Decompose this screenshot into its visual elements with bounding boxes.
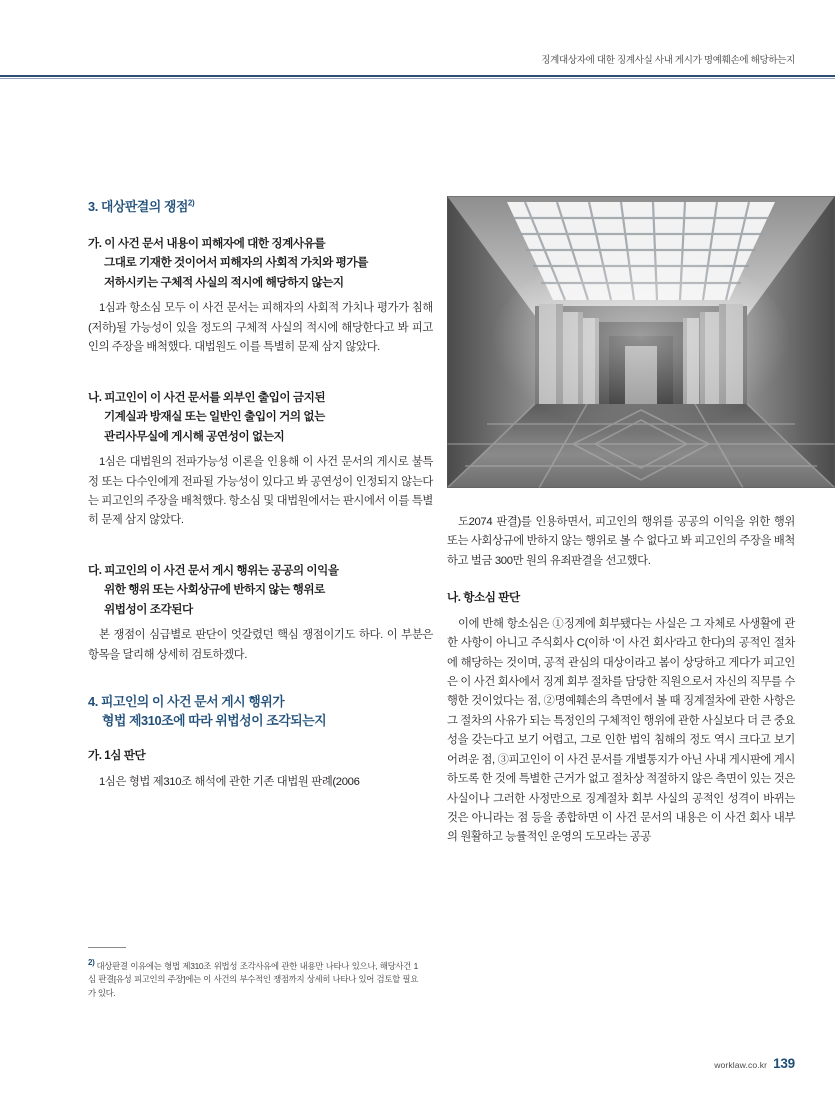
subsection-3b-line1: 나. 피고인이 이 사건 문서를 외부인 출입이 금지된 [88, 390, 326, 404]
spacer [88, 679, 433, 692]
section-3-heading [88, 196, 433, 218]
lobby-photo [447, 196, 835, 488]
subsection-3c-heading [88, 561, 433, 619]
footnote-text: 대상판결 이유에는 형법 제310조 위법성 조각사유에 관한 내용만 나타나 있으나, 해당사건 1심 판결[유성 피고인의 주장]에는 이 사건의 부수적인 쟁점까지 상세히 나타나 있어 검토할 필요가 있다. [88, 960, 418, 999]
footnote-separator [88, 947, 126, 948]
section-3-title: 3. 대상판결의 쟁점 [88, 199, 188, 214]
header-rule [0, 75, 835, 77]
subsection-3a-line2: 그대로 기재한 것이어서 피해자의 사회적 가치와 평가를 [104, 256, 368, 270]
section-4-heading [88, 692, 433, 730]
section-4-title-line2: 형법 제310조에 따라 위법성이 조각되는지 [102, 713, 327, 729]
spacer [88, 548, 433, 561]
subsection-4a-body: 1심은 형법 제310조 해석에 관한 기존 대법원 판례(2006 [99, 775, 360, 788]
subsection-3a-body: 1심과 항소심 모두 이 사건 문서는 피해자의 사회적 가치나 평가가 침해(저하)될 가능성이 있을 정도의 구체적 사실의 적시에 해당한다고 봐 피고인의 주장을 배척했다. 대법원도 이를 특별히 문제 삼지 않았다. [88, 302, 433, 354]
subsection-3b-line3: 관리사무실에 게시해 공연성이 없는지 [104, 429, 285, 443]
footnote-marker: 2) [88, 958, 95, 967]
subsection-3c-line1: 다. 피고인의 이 사건 문서 게시 행위는 공공의 이익을 [88, 563, 339, 577]
header-rule-thin [0, 78, 835, 79]
subsection-3b-line2: 기계실과 방재실 또는 일반인 출입이 거의 없는 [104, 410, 325, 424]
right-column [447, 513, 795, 848]
subsection-3c-line2: 위한 행위 또는 사회상규에 반하지 않는 행위로 [104, 583, 325, 597]
footnote [88, 957, 418, 1001]
section-3-footnote-marker: 2) [187, 198, 195, 208]
subsection-4b-heading: 나. 항소심 판단 [447, 591, 520, 605]
section-4-title-line1: 4. 피고인의 이 사건 문서 게시 행위가 [88, 694, 285, 710]
subsection-4a-heading: 가. 1심 판단 [88, 749, 146, 763]
footer-site: worklaw.co.kr [714, 1060, 768, 1070]
subsection-3a-line3: 저하시키는 구체적 사실의 적시에 해당하지 않는지 [104, 275, 344, 289]
left-column [88, 196, 433, 792]
subsection-3b-heading [88, 388, 433, 446]
subsection-3a-heading [88, 234, 433, 292]
page-number: 139 [773, 1056, 795, 1071]
continued-paragraph: 도2074 판결)를 인용하면서, 피고인의 행위를 공공의 이익을 위한 행위 또는 사회상규에 반하지 않는 행위로 볼 수 없다고 봐 피고인의 주장을 배척하고 벌금 300만 원의 유죄판결을 선고했다. [447, 516, 795, 567]
subsection-4b-body: 이에 반해 항소심은 ①징계에 회부됐다는 사실은 그 자체로 사생활에 관한 사항이 아니고 주식회사 C(이하 '이 사건 회사'라고 한다)의 공적인 절차에 해당하는 것이며, 공적 관심의 대상이라고 봄이 상당하고 게다가 피고인은 이 사건 회사에서 징계 회부 절차를 담당한 직원으로서 자신의 직무를 수행한 것이었다는 점, ②명예훼손의 측면에서 볼 때 징계절차에 관한 사항은 그 절차의 사유가 되는 특정인의 구체적인 행위에 관한 사실보다 더 큰 중요성을 갖는다고 보기 어렵고, 그로 인한 법익 침해의 정도 역시 크다고 보기 어려운 점, ③피고인이 이 사건 문서를 개별통지가 아닌 사내 게시판에 게시하도록 한 것에 특별한 근거가 없고 절차상 적절하지 않은 측면이 있는 것은 사실이나 그러한 사정만으로 징계절차 회부 사실의 공적인 성격이 바뀌는 것은 아니라는 점 등을 종합하면 이 사건 문서의 내용은 이 사건 회사 내부의 원활하고 능률적인 운영의 도모라는 공공 [447, 617, 795, 844]
subsection-3c-line3: 위법성이 조각된다 [104, 602, 193, 616]
subsection-3b-body: 1심은 대법원의 전파가능성 이론을 인용해 이 사건 문서의 게시로 불특정 또는 다수인에게 전파될 가능성이 있다고 봐 공연성이 인정되지 않는다는 피고인의 주장을 배척했다. 항소심 및 대법원에서는 판시에서 이를 특별히 문제 삼지 않았다. [88, 456, 433, 527]
subsection-3c-body: 본 쟁점이 심급별로 판단이 엇갈렸던 핵심 쟁점이기도 하다. 이 부분은 항목을 달리해 상세히 검토하겠다. [88, 629, 433, 661]
subsection-3a-line1: 가. 이 사건 문서 내용이 피해자에 대한 징계사유를 [88, 237, 326, 250]
page-footer [714, 1055, 795, 1073]
running-head: 징계대상자에 대한 징계사실 사내 게시가 명예훼손에 해당하는지 [541, 55, 795, 66]
spacer [88, 375, 433, 388]
